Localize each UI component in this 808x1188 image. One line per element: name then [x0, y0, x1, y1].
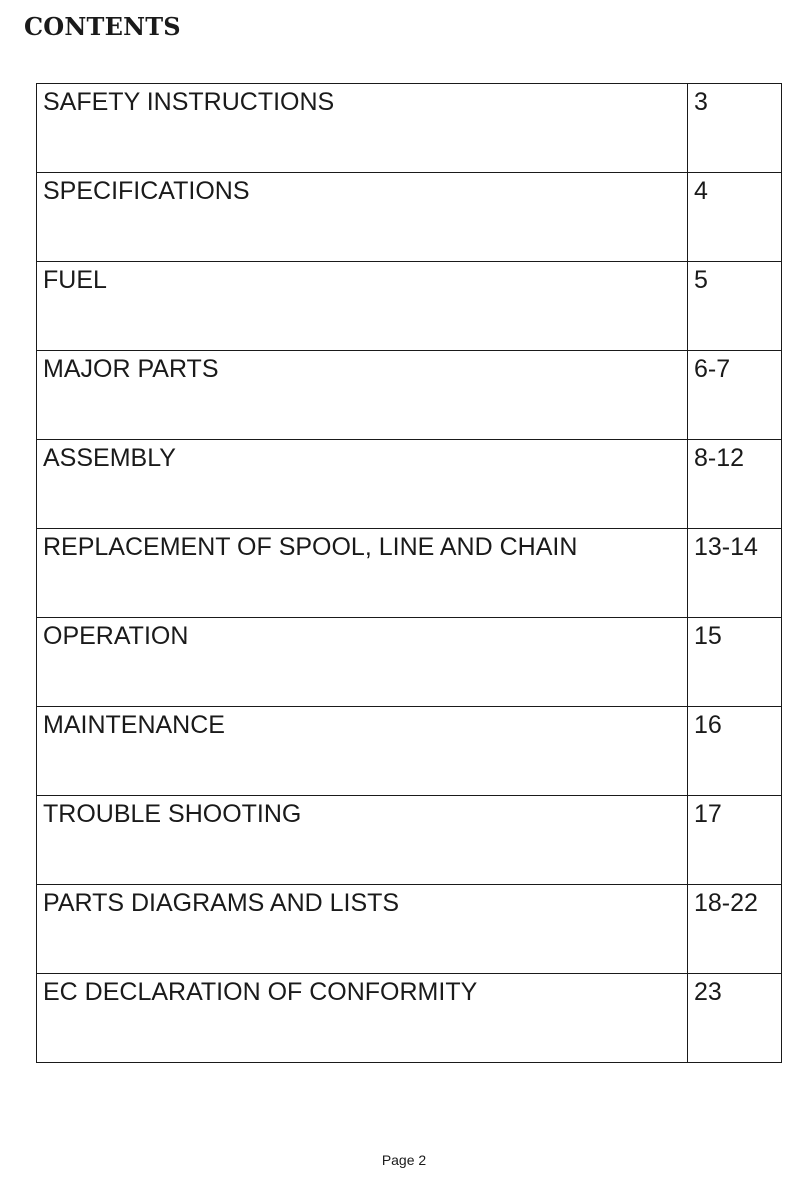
section-title: ASSEMBLY	[37, 440, 688, 529]
section-title: EC DECLARATION OF CONFORMITY	[37, 974, 688, 1063]
section-pages: 17	[688, 796, 782, 885]
page-title: CONTENTS	[24, 12, 181, 41]
section-title: SPECIFICATIONS	[37, 173, 688, 262]
page-number: Page 2	[381, 1152, 427, 1168]
section-pages: 23	[688, 974, 782, 1063]
section-title: OPERATION	[37, 618, 688, 707]
section-title: SAFETY INSTRUCTIONS	[37, 84, 688, 173]
table-row	[37, 707, 782, 796]
table-row	[37, 618, 782, 707]
section-pages: 18-22	[688, 885, 782, 974]
section-title: REPLACEMENT OF SPOOL, LINE AND CHAIN	[37, 529, 688, 618]
table-row	[37, 262, 782, 351]
contents-table	[36, 83, 782, 1063]
table-row	[37, 440, 782, 529]
section-pages: 4	[688, 173, 782, 262]
section-pages: 5	[688, 262, 782, 351]
section-title: FUEL	[37, 262, 688, 351]
section-pages: 15	[688, 618, 782, 707]
section-title: PARTS DIAGRAMS AND LISTS	[37, 885, 688, 974]
table-row	[37, 529, 782, 618]
section-pages: 13-14	[688, 529, 782, 618]
section-title: MAJOR PARTS	[37, 351, 688, 440]
table-row	[37, 84, 782, 173]
section-pages: 8-12	[688, 440, 782, 529]
section-title: TROUBLE SHOOTING	[37, 796, 688, 885]
table-row	[37, 796, 782, 885]
section-title: MAINTENANCE	[37, 707, 688, 796]
section-pages: 3	[688, 84, 782, 173]
section-pages: 16	[688, 707, 782, 796]
table-row	[37, 351, 782, 440]
table-row	[37, 173, 782, 262]
table-row	[37, 885, 782, 974]
table-row	[37, 974, 782, 1063]
section-pages: 6-7	[688, 351, 782, 440]
